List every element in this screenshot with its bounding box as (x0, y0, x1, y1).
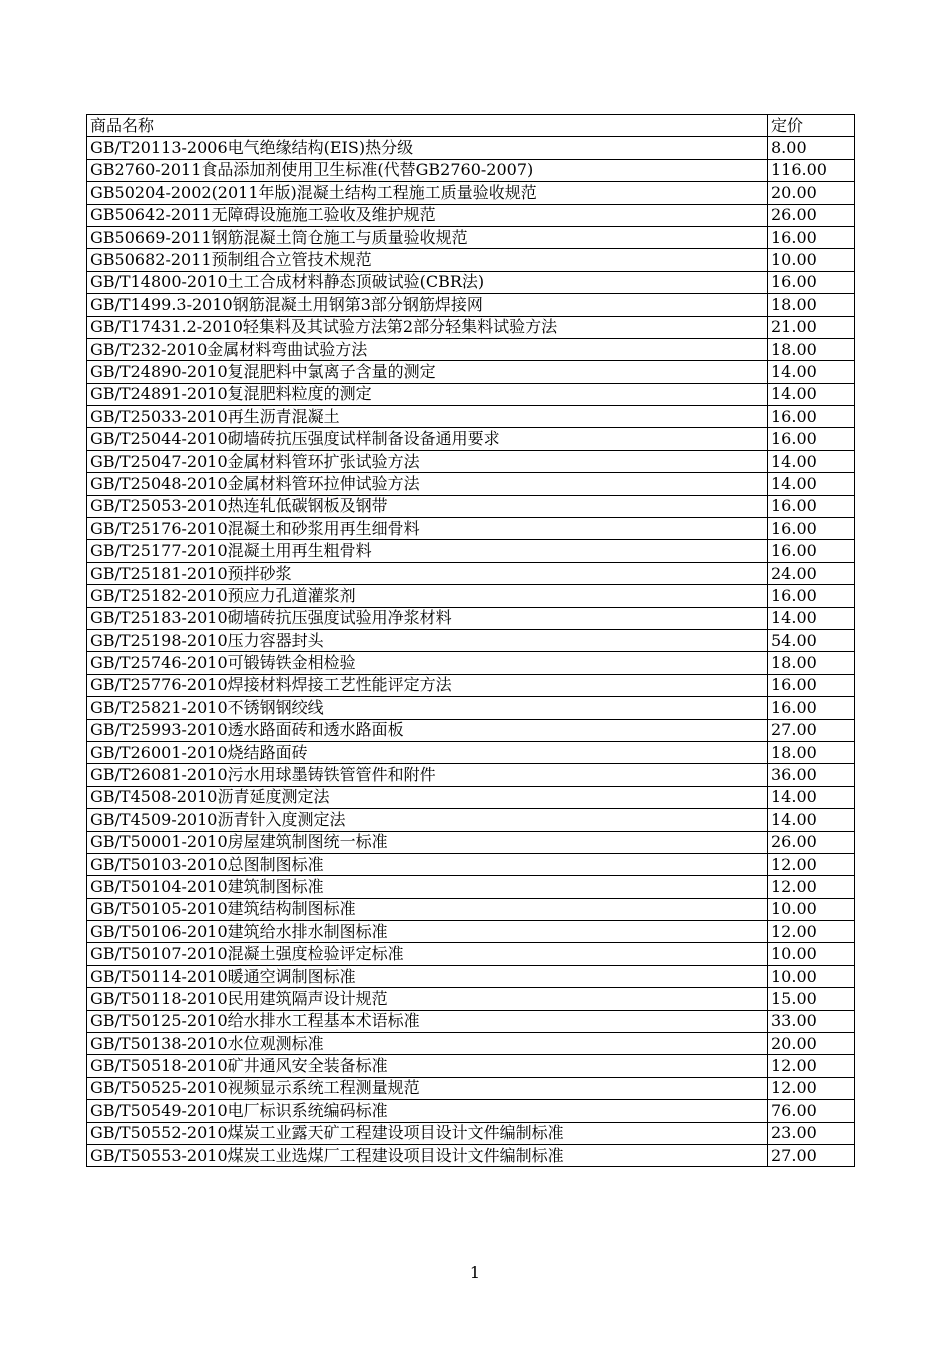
price-cell: 16.00 (768, 697, 855, 719)
product-name-cell: GB/T25044-2010砌墙砖抗压强度试样制备设备通用要求 (87, 428, 768, 450)
price-cell: 16.00 (768, 495, 855, 517)
product-name-cell: GB/T25993-2010透水路面砖和透水路面板 (87, 719, 768, 741)
table-row (87, 226, 855, 248)
table-row (87, 495, 855, 517)
table-row (87, 719, 855, 741)
product-name-cell: GB50682-2011预制组合立管技术规范 (87, 249, 768, 271)
price-cell: 14.00 (768, 450, 855, 472)
table-row (87, 965, 855, 987)
price-table (86, 114, 855, 1167)
product-name-cell: GB/T232-2010金属材料弯曲试验方法 (87, 338, 768, 360)
table-row (87, 383, 855, 405)
price-cell: 12.00 (768, 921, 855, 943)
table-row (87, 943, 855, 965)
product-name-cell: GB/T4508-2010沥青延度测定法 (87, 786, 768, 808)
price-cell: 24.00 (768, 562, 855, 584)
product-name-cell: GB/T26081-2010污水用球墨铸铁管管件和附件 (87, 764, 768, 786)
table-row (87, 652, 855, 674)
product-name-cell: GB/T24890-2010复混肥料中氯离子含量的测定 (87, 361, 768, 383)
product-name-cell: GB/T14800-2010土工合成材料静态顶破试验(CBR法) (87, 271, 768, 293)
table-row (87, 674, 855, 696)
product-name-cell: GB/T25033-2010再生沥青混凝土 (87, 406, 768, 428)
table-row (87, 898, 855, 920)
table-row (87, 316, 855, 338)
price-cell: 27.00 (768, 1144, 855, 1166)
price-cell: 16.00 (768, 406, 855, 428)
table-row (87, 697, 855, 719)
product-name-cell: GB/T50549-2010电厂标识系统编码标准 (87, 1100, 768, 1122)
product-name-cell: GB/T50125-2010给水排水工程基本术语标准 (87, 1010, 768, 1032)
price-cell: 14.00 (768, 383, 855, 405)
product-name-cell: GB/T50103-2010总图制图标准 (87, 853, 768, 875)
product-name-cell: GB50642-2011无障碍设施施工验收及维护规范 (87, 204, 768, 226)
table-row (87, 361, 855, 383)
table-row (87, 809, 855, 831)
table-row (87, 450, 855, 472)
product-name-cell: GB/T20113-2006电气绝缘结构(EIS)热分级 (87, 137, 768, 159)
table-row (87, 921, 855, 943)
product-name-cell: GB/T17431.2-2010轻集料及其试验方法第2部分轻集料试验方法 (87, 316, 768, 338)
table-row (87, 428, 855, 450)
price-cell: 14.00 (768, 361, 855, 383)
product-name-cell: GB/T25198-2010压力容器封头 (87, 629, 768, 651)
table-row (87, 540, 855, 562)
table-row (87, 473, 855, 495)
table-row (87, 786, 855, 808)
price-cell: 16.00 (768, 540, 855, 562)
price-cell: 10.00 (768, 943, 855, 965)
product-name-cell: GB/T50105-2010建筑结构制图标准 (87, 898, 768, 920)
table-row (87, 406, 855, 428)
price-cell: 16.00 (768, 518, 855, 540)
price-cell: 16.00 (768, 585, 855, 607)
product-name-cell: GB/T50553-2010煤炭工业选煤厂工程建设项目设计文件编制标准 (87, 1144, 768, 1166)
table-row (87, 988, 855, 1010)
price-cell: 18.00 (768, 338, 855, 360)
table-body (87, 137, 855, 1167)
table-row (87, 607, 855, 629)
product-name-cell: GB/T1499.3-2010钢筋混凝土用钢第3部分钢筋焊接网 (87, 294, 768, 316)
table-row (87, 271, 855, 293)
product-name-cell: GB/T50106-2010建筑给水排水制图标准 (87, 921, 768, 943)
price-cell: 33.00 (768, 1010, 855, 1032)
price-cell: 15.00 (768, 988, 855, 1010)
price-cell: 76.00 (768, 1100, 855, 1122)
product-name-cell: GB/T25183-2010砌墙砖抗压强度试验用净浆材料 (87, 607, 768, 629)
product-name-cell: GB/T25182-2010预应力孔道灌浆剂 (87, 585, 768, 607)
table-row (87, 294, 855, 316)
price-cell: 18.00 (768, 741, 855, 763)
price-cell: 12.00 (768, 853, 855, 875)
header-product-name: 商品名称 (87, 115, 768, 137)
table-row (87, 1122, 855, 1144)
product-name-cell: GB/T26001-2010烧结路面砖 (87, 741, 768, 763)
price-cell: 14.00 (768, 786, 855, 808)
product-name-cell: GB/T50118-2010民用建筑隔声设计规范 (87, 988, 768, 1010)
price-cell: 12.00 (768, 876, 855, 898)
table-row (87, 338, 855, 360)
product-name-cell: GB2760-2011食品添加剂使用卫生标准(代替GB2760-2007) (87, 159, 768, 181)
price-cell: 16.00 (768, 271, 855, 293)
table-row (87, 562, 855, 584)
product-name-cell: GB/T25181-2010预拌砂浆 (87, 562, 768, 584)
price-cell: 16.00 (768, 428, 855, 450)
product-name-cell: GB/T50525-2010视频显示系统工程测量规范 (87, 1077, 768, 1099)
price-cell: 21.00 (768, 316, 855, 338)
product-name-cell: GB/T50114-2010暖通空调制图标准 (87, 965, 768, 987)
table-header-row (87, 115, 855, 137)
product-name-cell: GB/T25176-2010混凝土和砂浆用再生细骨料 (87, 518, 768, 540)
product-name-cell: GB50669-2011钢筋混凝土筒仓施工与质量验收规范 (87, 226, 768, 248)
product-name-cell: GB/T50107-2010混凝土强度检验评定标准 (87, 943, 768, 965)
table-row (87, 518, 855, 540)
table-row (87, 629, 855, 651)
price-cell: 16.00 (768, 674, 855, 696)
table-row (87, 182, 855, 204)
table-row (87, 585, 855, 607)
product-name-cell: GB/T4509-2010沥青针入度测定法 (87, 809, 768, 831)
product-name-cell: GB/T50518-2010矿井通风安全装备标准 (87, 1055, 768, 1077)
table-row (87, 137, 855, 159)
table-row (87, 204, 855, 226)
table-row (87, 1010, 855, 1032)
price-cell: 10.00 (768, 898, 855, 920)
product-name-cell: GB/T25047-2010金属材料管环扩张试验方法 (87, 450, 768, 472)
price-cell: 20.00 (768, 1033, 855, 1055)
product-name-cell: GB/T50138-2010水位观测标准 (87, 1033, 768, 1055)
table-row (87, 249, 855, 271)
table-row (87, 1055, 855, 1077)
product-name-cell: GB50204-2002(2011年版)混凝土结构工程施工质量验收规范 (87, 182, 768, 204)
price-cell: 23.00 (768, 1122, 855, 1144)
product-name-cell: GB/T25177-2010混凝土用再生粗骨料 (87, 540, 768, 562)
price-cell: 18.00 (768, 294, 855, 316)
page-number: 1 (469, 1263, 481, 1282)
table-row (87, 1077, 855, 1099)
price-cell: 20.00 (768, 182, 855, 204)
price-cell: 36.00 (768, 764, 855, 786)
price-cell: 14.00 (768, 473, 855, 495)
price-cell: 14.00 (768, 607, 855, 629)
product-name-cell: GB/T25746-2010可锻铸铁金相检验 (87, 652, 768, 674)
price-cell: 16.00 (768, 226, 855, 248)
product-name-cell: GB/T50552-2010煤炭工业露天矿工程建设项目设计文件编制标准 (87, 1122, 768, 1144)
product-name-cell: GB/T25048-2010金属材料管环拉伸试验方法 (87, 473, 768, 495)
price-cell: 26.00 (768, 831, 855, 853)
table-row (87, 159, 855, 181)
price-cell: 8.00 (768, 137, 855, 159)
table-row (87, 876, 855, 898)
header-price: 定价 (768, 115, 855, 137)
product-name-cell: GB/T24891-2010复混肥料粒度的测定 (87, 383, 768, 405)
price-cell: 54.00 (768, 629, 855, 651)
price-cell: 18.00 (768, 652, 855, 674)
product-name-cell: GB/T25821-2010不锈钢钢绞线 (87, 697, 768, 719)
table-row (87, 741, 855, 763)
product-name-cell: GB/T25053-2010热连轧低碳钢板及钢带 (87, 495, 768, 517)
table-row (87, 1100, 855, 1122)
product-name-cell: GB/T50104-2010建筑制图标准 (87, 876, 768, 898)
table-row (87, 1144, 855, 1166)
table-row (87, 764, 855, 786)
price-cell: 10.00 (768, 249, 855, 271)
price-cell: 26.00 (768, 204, 855, 226)
price-cell: 14.00 (768, 809, 855, 831)
price-cell: 27.00 (768, 719, 855, 741)
price-cell: 12.00 (768, 1055, 855, 1077)
price-cell: 10.00 (768, 965, 855, 987)
price-cell: 116.00 (768, 159, 855, 181)
price-cell: 12.00 (768, 1077, 855, 1099)
product-name-cell: GB/T50001-2010房屋建筑制图统一标准 (87, 831, 768, 853)
table-row (87, 853, 855, 875)
table-row (87, 1033, 855, 1055)
product-name-cell: GB/T25776-2010焊接材料焊接工艺性能评定方法 (87, 674, 768, 696)
table-row (87, 831, 855, 853)
